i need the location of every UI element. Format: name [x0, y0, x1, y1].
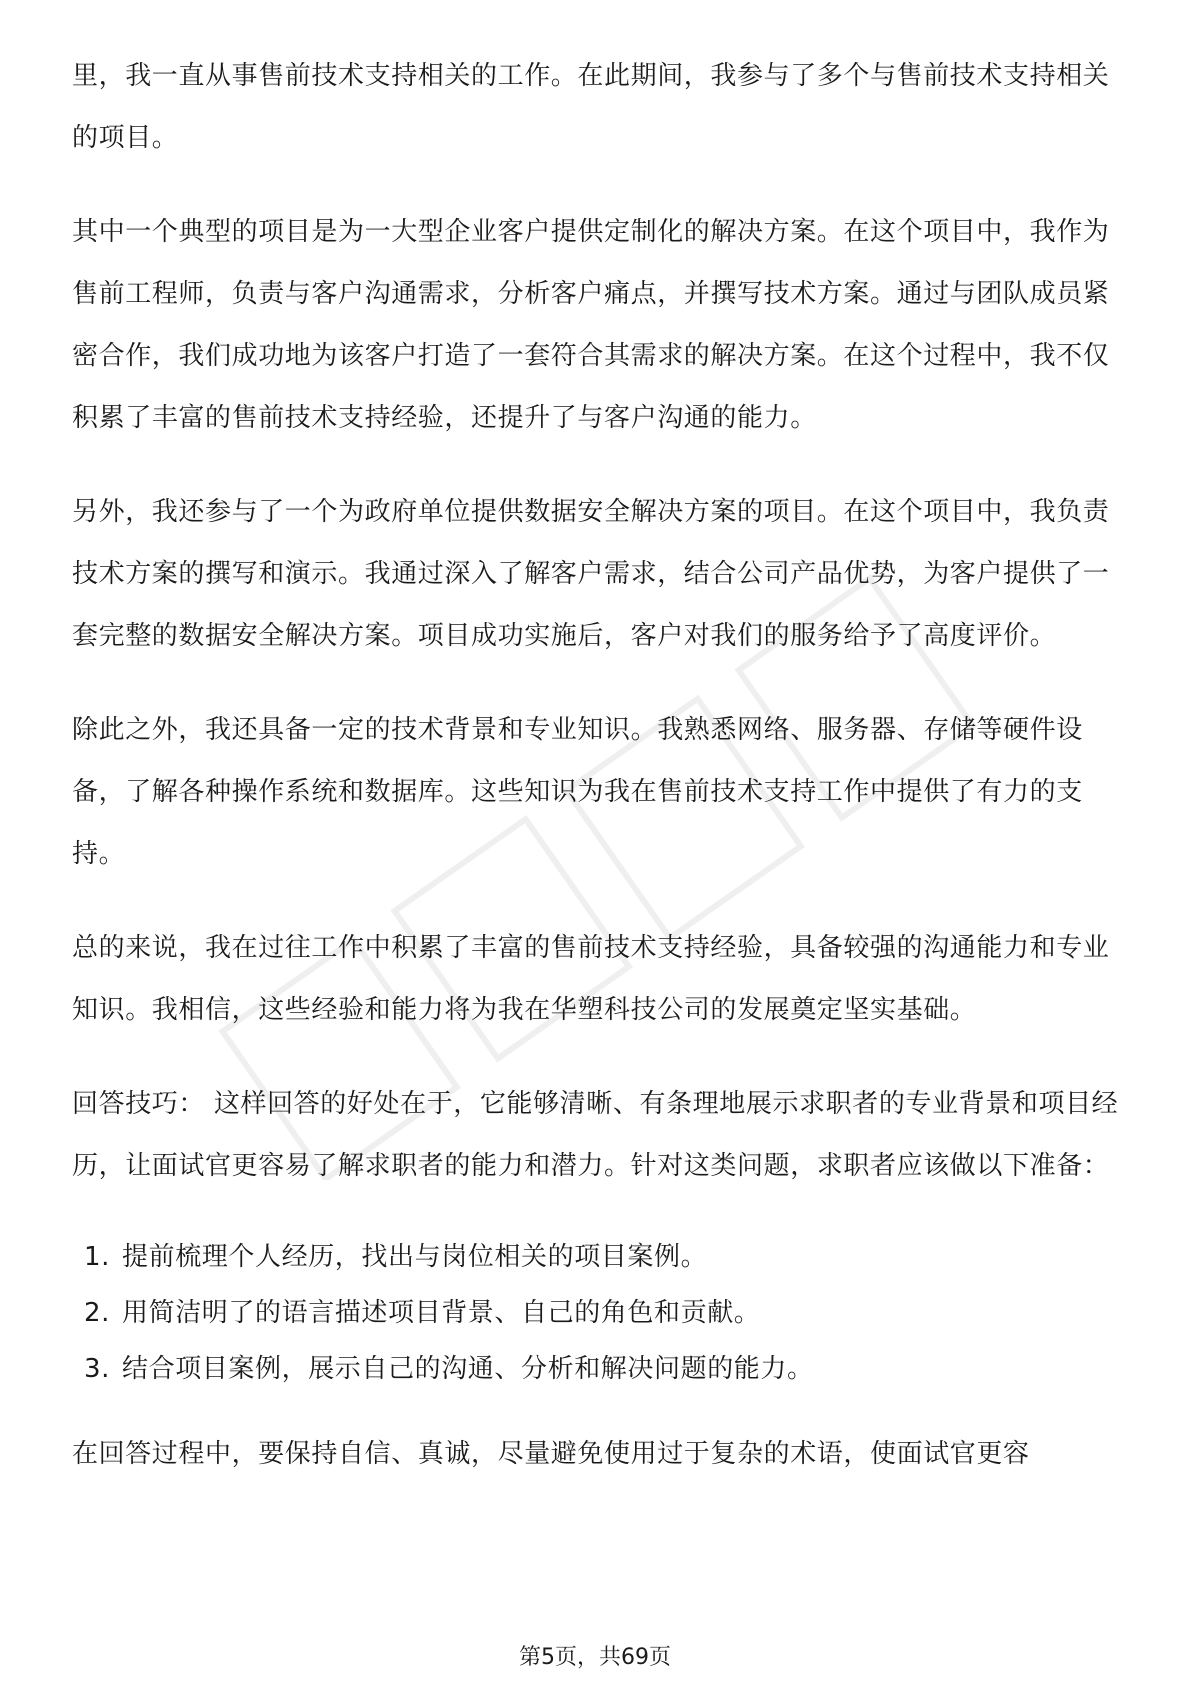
paragraph-closing: 在回答过程中，要保持自信、真诚，尽量避免使用过于复杂的术语，使面试官更容	[72, 1439, 1030, 1469]
paragraph-answer-tips: 回答技巧： 这样回答的好处在于，它能够清晰、有条理地展示求职者的专业背景和项目经历，让面试官更容易了解求职者的能力和潜力。针对这类问题，求职者应该做以下准备：	[72, 1089, 1119, 1181]
list-item-number: 2.	[84, 1298, 111, 1328]
list-item	[84, 1285, 1122, 1341]
list-item-text: 用简洁明了的语言描述项目背景、自己的角色和贡献。	[122, 1298, 761, 1328]
list-item-text: 提前梳理个人经历，找出与岗位相关的项目案例。	[122, 1242, 708, 1272]
list-item-number: 3.	[84, 1354, 111, 1384]
tips-list	[72, 1229, 1122, 1397]
list-item	[84, 1229, 1122, 1285]
list-item-text: 结合项目案例，展示自己的沟通、分析和解决问题的能力。	[122, 1354, 814, 1384]
paragraph-government-project: 另外，我还参与了一个为政府单位提供数据安全解决方案的项目。在这个项目中，我负责技术方案的撰写和演示。我通过深入了解客户需求，结合公司产品优势，为客户提供了一套完整的数据安全解决方案。项目成功实施后，客户对我们的服务给予了高度评价。	[72, 497, 1110, 651]
paragraph-intro: 里，我一直从事售前技术支持相关的工作。在此期间，我参与了多个与售前技术支持相关的项目。	[72, 61, 1110, 153]
paragraph-technical-background: 除此之外，我还具备一定的技术背景和专业知识。我熟悉网络、服务器、存储等硬件设备，了解各种操作系统和数据库。这些知识为我在售前技术支持工作中提供了有力的支持。	[72, 715, 1083, 869]
document-body	[72, 45, 1122, 1517]
paragraph-summary: 总的来说，我在过往工作中积累了丰富的售前技术支持经验，具备较强的沟通能力和专业知识。我相信，这些经验和能力将为我在华塑科技公司的发展奠定坚实基础。	[72, 933, 1110, 1025]
list-item-number: 1.	[84, 1242, 111, 1272]
paragraph-enterprise-project: 其中一个典型的项目是为一大型企业客户提供定制化的解决方案。在这个项目中，我作为售前工程师，负责与客户沟通需求，分析客户痛点，并撰写技术方案。通过与团队成员紧密合作，我们成功地为该客户打造了一套符合其需求的解决方案。在这个过程中，我不仅积累了丰富的售前技术支持经验，还提升了与客户沟通的能力。	[72, 217, 1110, 433]
list-item	[84, 1341, 1122, 1397]
page-footer: 第5页，共69页	[519, 1645, 671, 1670]
